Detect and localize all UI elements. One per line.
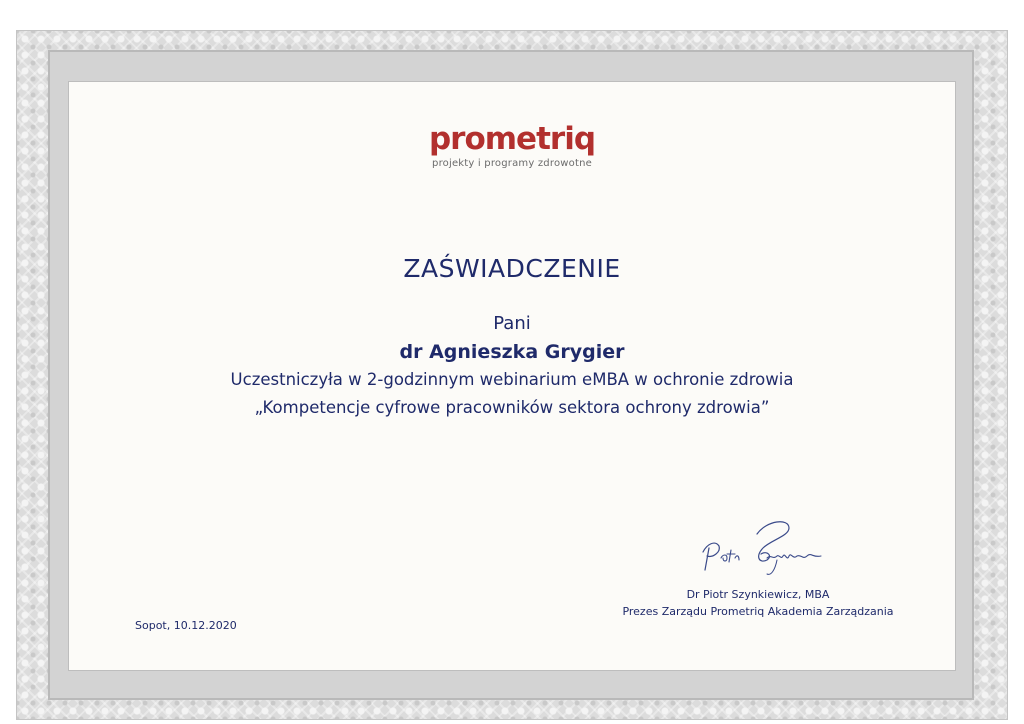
recipient-name: dr Agnieszka Grygier: [399, 341, 625, 363]
signatory-name: Dr Piotr Szynkiewicz, MBA: [686, 588, 830, 601]
participation-description: Uczestniczyła w 2-godzinnym webinarium eMBA w ochronie zdrowia: [230, 370, 794, 389]
certificate-title: ZAŚWIADCZENIE: [403, 254, 621, 283]
place-and-date: Sopot, 10.12.2020: [135, 619, 237, 632]
handwritten-signature: [697, 514, 827, 584]
salutation: Pani: [493, 313, 531, 334]
course-title: „Kompetencje cyfrowe pracowników sektora ochrony zdrowia”: [254, 398, 770, 417]
logo-tagline: projekty i programy zdrowotne: [432, 158, 592, 169]
prometriq-logo: [69, 122, 955, 169]
logo-wordmark: prometriq: [428, 121, 596, 157]
signatory-role: Prezes Zarządu Prometriq Akademia Zarządzania: [622, 605, 894, 618]
certificate-paper: [68, 81, 956, 671]
